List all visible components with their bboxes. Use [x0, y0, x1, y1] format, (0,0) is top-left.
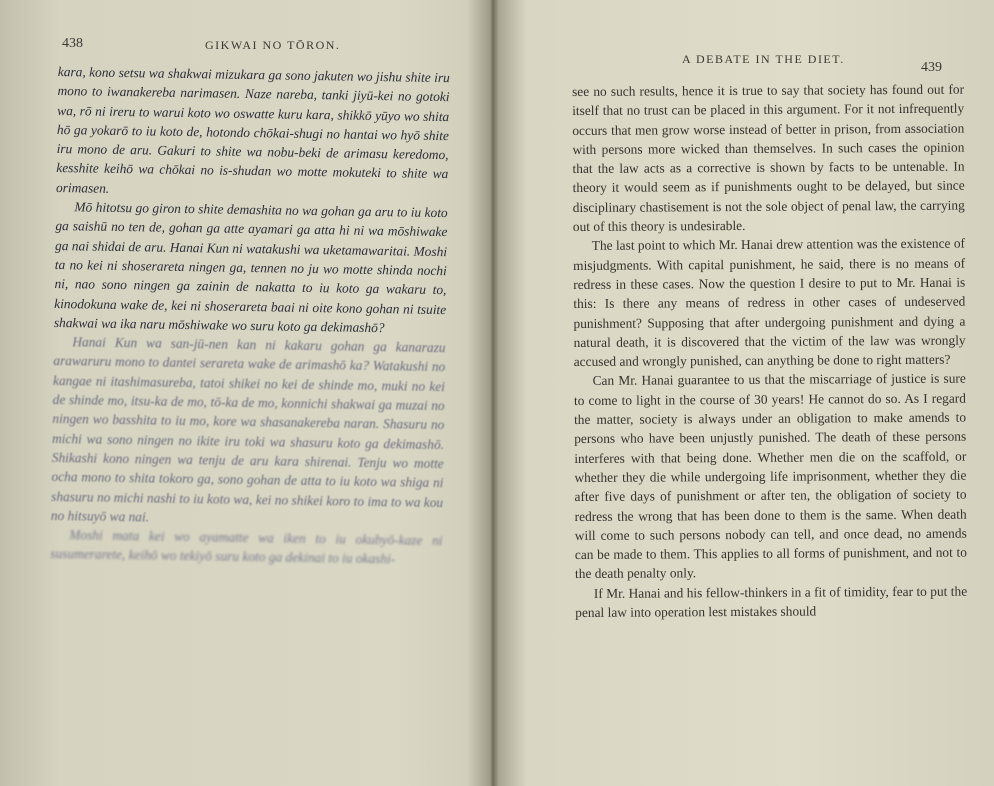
left-paragraph-2: Mō hitotsu go giron to shite demashita no wa gohan ga aru to iu koto ga saishū no ten de, gohan ga atte ayamari ga atta hi ni wa mōshiwake ga nai shidai de aru. Hanai Kun ni watakushi wa uketamawaritai. Moshi ta no kei ni shoserareta ningen ga, tennen no ju wo motte shinda nochi ni, nao sono ningen ga zainin de nakatta to iu koto ga wakaru to, kinodokuna wake de, kei ni shoserareta baai ni oite kono gohan ni tsuite shakwai wa ika naru mōshiwake wo suru koto ga dekimashō? [53, 199, 448, 336]
left-page-number: 438 [62, 36, 83, 51]
left-paragraph-4: Moshi mata kei wo ayamatte wa iken to iu okubyō-kaze ni susumerarete, keihō wo tekiyō suru koto ga dekinai to iu okashi- [50, 527, 443, 567]
right-page [494, 0, 994, 786]
right-text-block [572, 80, 967, 623]
left-text-block [50, 62, 450, 570]
left-running-head: GIKWAI NO TŌRON. [205, 38, 341, 52]
right-page-number: 439 [921, 60, 942, 75]
left-paragraph-1: kara, kono setsu wa shakwai mizukara ga sono jakuten wo jishu shite iru mono to iwanakereba narimasen. Naze nareba, tanki jiyū-kei no gotoki wa, rō ni ireru to warui koto wo oswatte kuru kara, shikkō yūyo wo shita hō ga yokarō to iu koto de, hotondo chōkai-shugi no hantai wo hyō shite iru mono de aru. Gakuri to shite wa nobu-beki de arimasu keredomo, kesshite keihō wa chōkai no is-shudan wo motte mokuteki to shite wa orimasen. [55, 63, 450, 196]
right-paragraph-1: see no such results, hence it is true to say that society has found out for itself that no trust can be placed in this argument. For it not infrequently occurs that men grow worse instead of better in prison, from association with persons more wicked than themselves. In such cases the opinion that the law acts as a corrective is shown by facts to be untenable. In theory it would seem as if punishments ought to be delayed, but since disciplinary chastisement is not the sole object of penal law, the carrying out of this theory is undesirable. [572, 81, 965, 235]
right-paragraph-4: If Mr. Hanai and his fellow-thinkers in a fit of timidity, fear to put the penal law into operation lest mistakes should [575, 583, 968, 621]
left-paragraph-3: Hanai Kun wa san-jū-nen kan ni kakaru gohan ga kanarazu arawaruru mono to dantei serareta wake de arimashō ka? Watakushi no kangae ni itashimasureba, tatoi shikei no kei de shinde mo, muki no kei de shinde mo, itsu-ka de mo, tō-ka de mo, konnichi shakwai ga muzai no ningen wo basshita to iu mo, kore wa shasanakereba naran. Shasuru no michi wa sono ningen no ikite iru toki wa shasuru koto ga dekimashō. Shikashi kono ningen wa tenju de aru kara shirenai. Tenju wo motte ocha mono to shita tokoro ga, sono gohan de atta to iu koto wa shiga ni shasuru no michi nashi to iu koto wa, kei no shikei koro to ima to wa kou no hitsuyō wa nai. [50, 334, 446, 525]
right-running-head: A DEBATE IN THE DIET. [682, 52, 845, 66]
right-paragraph-3: Can Mr. Hanai guarantee to us that the miscarriage of justice is sure to come to light in the course of 30 years! He cannot do so. As I regard the matter, society is always under an obligation to make amends to persons who have been unjustly punished. The death of these persons interferes with that being done. Whether men die on the scaffold, or whether they die while undergoing life imprisonment, whether they die after five days of punishment or after ten, the obligation of society to redress the wrong that has been done to them is the same. When death will come to such persons nobody can tell, and once dead, no amends can be made to them. This applies to all forms of punishment, and not to the death penalty only. [573, 371, 967, 582]
left-page [0, 0, 490, 786]
right-paragraph-2: The last point to which Mr. Hanai drew attention was the existence of misjudgments. With capital punishment, he said, there is no means of redress in these cases. Now the question I desire to put to Mr. Hanai is this: Is there any means of redress in other cases of undeserved punishment? Supposing that after undergoing punishment and dying a natural death, it is discovered that the victim of the law was wrongly accused and wrongly punished, can anything be done to right matters? [573, 235, 966, 370]
